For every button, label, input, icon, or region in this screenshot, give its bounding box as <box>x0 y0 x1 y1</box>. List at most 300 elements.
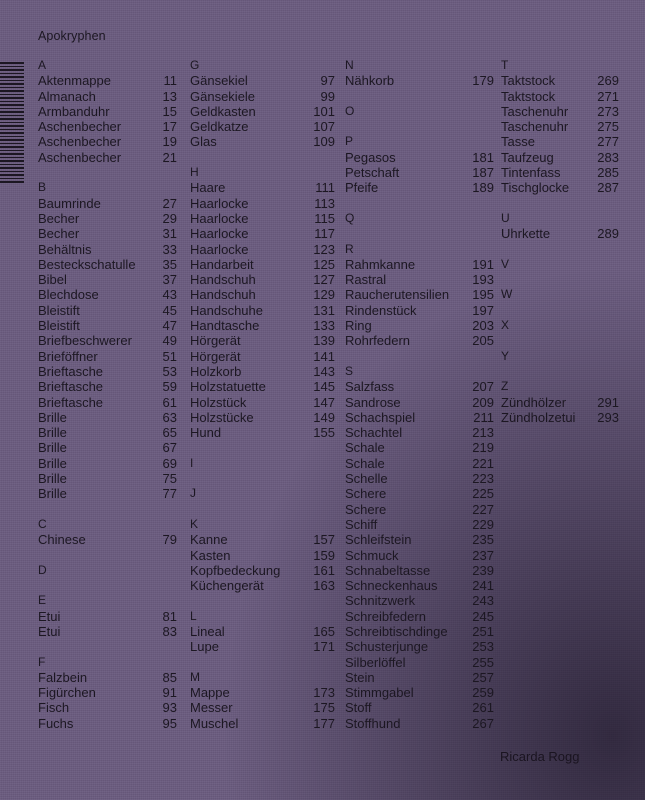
spacer-row <box>501 303 619 318</box>
index-entry <box>38 364 177 379</box>
index-entry <box>501 165 619 180</box>
entry-name: Almanach <box>38 88 96 104</box>
letter-heading-text: X <box>501 318 510 333</box>
index-entry <box>38 685 177 700</box>
spacer-row <box>345 226 494 241</box>
entry-name: Rindenstück <box>345 302 417 318</box>
entry-page-number: 107 <box>313 119 335 135</box>
entry-page-number: 273 <box>597 103 619 119</box>
index-entry <box>345 670 494 685</box>
entry-page-number: 97 <box>320 73 335 89</box>
entry-page-number: 191 <box>472 256 494 272</box>
entry-page-number: 145 <box>313 379 335 395</box>
spacer-row <box>501 196 619 211</box>
entry-page-number: 117 <box>314 226 335 242</box>
index-entry <box>38 196 177 211</box>
entry-name: Falzbein <box>38 669 88 685</box>
entry-name: Aktenmappe <box>38 73 111 89</box>
index-entry <box>190 272 335 287</box>
letter-heading <box>38 517 177 532</box>
index-entry <box>501 226 619 241</box>
entry-page-number: 213 <box>472 425 494 441</box>
entry-page-number: 175 <box>313 700 335 716</box>
letter-heading-text: C <box>38 516 47 531</box>
index-entry <box>345 410 494 425</box>
index-entry <box>345 257 494 272</box>
author-name: Ricarda Rogg <box>500 749 580 764</box>
entry-page-number: 123 <box>313 241 335 257</box>
letter-heading <box>38 58 177 73</box>
index-entry <box>345 395 494 410</box>
entry-name: Rahmkanne <box>345 256 416 272</box>
entry-name: Gänsekiele <box>190 88 256 104</box>
index-entry <box>38 486 177 501</box>
entry-name: Rastral <box>345 272 387 288</box>
index-entry <box>38 150 177 165</box>
entry-page-number: 19 <box>162 134 177 150</box>
entry-name: Schachtel <box>345 425 403 441</box>
letter-heading <box>190 486 335 501</box>
index-entry <box>38 456 177 471</box>
entry-page-number: 221 <box>472 455 494 471</box>
entry-name: Zündholzetui <box>501 409 576 425</box>
entry-name: Petschaft <box>345 165 400 181</box>
entry-name: Haarlocke <box>190 241 249 257</box>
entry-page-number: 29 <box>162 210 177 226</box>
entry-page-number: 209 <box>472 394 494 410</box>
entry-page-number: 43 <box>162 287 177 303</box>
entry-name: Brille <box>38 425 67 441</box>
spacer-row <box>190 502 335 517</box>
entry-page-number: 195 <box>472 287 494 303</box>
spacer-row <box>501 272 619 287</box>
letter-heading-text: B <box>38 180 47 195</box>
entry-page-number: 91 <box>162 685 177 701</box>
spacer-row <box>190 655 335 670</box>
entry-name: Schmuck <box>345 547 399 563</box>
entry-name: Stoff <box>345 700 372 716</box>
entry-page-number: 241 <box>472 578 494 594</box>
index-entry <box>345 425 494 440</box>
barcode-strip <box>0 62 24 184</box>
spacer-row <box>38 639 177 654</box>
index-entry <box>190 425 335 440</box>
entry-name: Bibel <box>38 272 67 288</box>
letter-heading-text: H <box>190 165 199 180</box>
entry-name: Salzfass <box>345 379 395 395</box>
entry-name: Zündhölzer <box>501 394 567 410</box>
entry-page-number: 269 <box>597 73 619 89</box>
entry-name: Aschenbecher <box>38 119 122 135</box>
index-entry <box>345 486 494 501</box>
entry-page-number: 31 <box>162 226 177 242</box>
letter-heading-text: Z <box>501 379 509 394</box>
index-entry <box>38 272 177 287</box>
index-entry <box>38 287 177 302</box>
entry-name: Geldkasten <box>190 103 256 119</box>
entry-name: Blechdose <box>38 287 99 303</box>
index-column-t-z <box>501 58 619 425</box>
index-entry <box>190 578 335 593</box>
index-entry <box>190 395 335 410</box>
entry-page-number: 223 <box>472 471 494 487</box>
entry-page-number: 133 <box>313 318 335 334</box>
entry-name: Stimmgabel <box>345 685 414 701</box>
entry-page-number: 161 <box>313 562 335 578</box>
index-entry <box>38 471 177 486</box>
entry-name: Schreibfedern <box>345 608 426 624</box>
index-entry <box>501 150 619 165</box>
entry-name: Brille <box>38 409 67 425</box>
index-entry <box>345 379 494 394</box>
index-column-a-f <box>38 58 177 731</box>
entry-page-number: 165 <box>313 623 335 639</box>
entry-page-number: 245 <box>472 608 494 624</box>
entry-name: Holzstücke <box>190 409 254 425</box>
entry-name: Muschel <box>190 715 239 731</box>
index-entry <box>190 180 335 195</box>
letter-heading <box>190 165 335 180</box>
index-entry <box>38 134 177 149</box>
entry-name: Schale <box>345 440 385 456</box>
entry-page-number: 287 <box>597 180 619 196</box>
entry-name: Handtasche <box>190 318 260 334</box>
index-column-n-s <box>345 58 494 731</box>
entry-name: Brille <box>38 440 67 456</box>
entry-page-number: 197 <box>472 302 494 318</box>
index-entry <box>38 670 177 685</box>
index-entry <box>38 379 177 394</box>
entry-name: Brille <box>38 471 67 487</box>
spacer-row <box>38 165 177 180</box>
entry-page-number: 267 <box>472 715 494 731</box>
index-entry <box>345 180 494 195</box>
index-entry <box>345 532 494 547</box>
spacer-row <box>501 333 619 348</box>
entry-page-number: 229 <box>472 516 494 532</box>
index-entry <box>38 211 177 226</box>
index-entry <box>345 578 494 593</box>
entry-name: Brille <box>38 455 67 471</box>
entry-name: Besteckschatulle <box>38 256 136 272</box>
letter-heading <box>345 211 494 226</box>
index-entry <box>190 242 335 257</box>
entry-name: Nähkorb <box>345 73 395 89</box>
entry-page-number: 21 <box>162 149 177 165</box>
letter-heading-text: O <box>345 103 355 118</box>
entry-page-number: 93 <box>162 700 177 716</box>
entry-page-number: 155 <box>313 425 335 441</box>
letter-heading-text: I <box>190 455 194 470</box>
spacer-row <box>190 150 335 165</box>
letter-heading <box>345 364 494 379</box>
entry-page-number: 291 <box>597 394 619 410</box>
index-entry <box>345 456 494 471</box>
entry-name: Geldkatze <box>190 119 249 135</box>
entry-name: Haarlocke <box>190 195 249 211</box>
index-entry <box>190 303 335 318</box>
entry-name: Schiff <box>345 516 378 532</box>
entry-name: Gänsekiel <box>190 73 248 89</box>
entry-name: Hörgerät <box>190 348 241 364</box>
entry-name: Rohrfedern <box>345 333 411 349</box>
index-entry <box>38 532 177 547</box>
entry-name: Brieföffner <box>38 348 98 364</box>
letter-heading <box>38 655 177 670</box>
index-entry <box>190 89 335 104</box>
letter-heading-text: V <box>501 256 510 271</box>
entry-page-number: 177 <box>313 715 335 731</box>
entry-name: Taufzeug <box>501 149 554 165</box>
index-entry <box>501 180 619 195</box>
entry-name: Schachspiel <box>345 409 416 425</box>
index-entry <box>38 73 177 88</box>
entry-name: Hörgerät <box>190 333 241 349</box>
index-entry <box>190 211 335 226</box>
entry-page-number: 129 <box>313 287 335 303</box>
index-entry <box>190 349 335 364</box>
entry-name: Stoffhund <box>345 715 401 731</box>
entry-page-number: 271 <box>597 88 619 104</box>
index-entry <box>345 593 494 608</box>
entry-name: Taktstock <box>501 73 556 89</box>
entry-name: Aschenbecher <box>38 149 122 165</box>
entry-name: Handschuhe <box>190 302 263 318</box>
letter-heading <box>501 318 619 333</box>
index-entry <box>38 119 177 134</box>
entry-name: Raucherutensilien <box>345 287 450 303</box>
index-entry <box>345 548 494 563</box>
entry-page-number: 59 <box>162 379 177 395</box>
entry-name: Schnitzwerk <box>345 593 416 609</box>
entry-page-number: 259 <box>472 685 494 701</box>
entry-name: Holzstatuette <box>190 379 266 395</box>
entry-name: Holzkorb <box>190 363 242 379</box>
entry-name: Fisch <box>38 700 70 716</box>
entry-page-number: 159 <box>313 547 335 563</box>
index-entry <box>190 119 335 134</box>
index-entry <box>345 716 494 731</box>
entry-page-number: 67 <box>162 440 177 456</box>
index-entry <box>38 425 177 440</box>
entry-page-number: 125 <box>313 256 335 272</box>
index-entry <box>345 303 494 318</box>
letter-heading <box>501 211 619 226</box>
entry-name: Taschenuhr <box>501 119 569 135</box>
entry-page-number: 179 <box>472 73 494 89</box>
entry-page-number: 225 <box>472 486 494 502</box>
letter-heading-text: G <box>190 58 200 72</box>
entry-name: Schnabeltasse <box>345 562 431 578</box>
letter-heading <box>190 58 335 73</box>
entry-page-number: 113 <box>314 195 335 211</box>
entry-page-number: 203 <box>472 318 494 334</box>
spacer-row <box>190 593 335 608</box>
entry-page-number: 173 <box>313 685 335 701</box>
letter-heading-text: U <box>501 210 510 225</box>
entry-name: Handarbeit <box>190 256 254 272</box>
entry-name: Brille <box>38 486 67 502</box>
entry-name: Schere <box>345 501 387 517</box>
index-entry <box>345 333 494 348</box>
index-entry <box>501 119 619 134</box>
entry-page-number: 289 <box>597 226 619 242</box>
entry-name: Tintenfass <box>501 165 561 181</box>
index-entry <box>190 364 335 379</box>
spacer-row <box>345 196 494 211</box>
index-entry <box>345 73 494 88</box>
book-title: Apokryphen <box>38 29 106 43</box>
index-entry <box>501 104 619 119</box>
entry-page-number: 127 <box>313 272 335 288</box>
entry-page-number: 139 <box>313 333 335 349</box>
index-entry <box>345 655 494 670</box>
entry-name: Armbanduhr <box>38 103 110 119</box>
index-entry <box>345 685 494 700</box>
letter-heading <box>38 180 177 195</box>
entry-page-number: 63 <box>162 409 177 425</box>
entry-name: Haarlocke <box>190 226 249 242</box>
entry-page-number: 35 <box>162 256 177 272</box>
index-entry <box>38 333 177 348</box>
entry-page-number: 69 <box>162 455 177 471</box>
entry-name: Haare <box>190 180 226 196</box>
entry-page-number: 33 <box>162 241 177 257</box>
letter-heading-text: K <box>190 516 199 531</box>
entry-page-number: 275 <box>597 119 619 135</box>
entry-page-number: 15 <box>162 103 177 119</box>
letter-heading <box>190 670 335 685</box>
index-entry <box>345 272 494 287</box>
entry-name: Etui <box>38 623 61 639</box>
entry-page-number: 147 <box>313 394 335 410</box>
entry-name: Becher <box>38 210 80 226</box>
entry-name: Holzstück <box>190 394 247 410</box>
index-entry <box>190 318 335 333</box>
entry-page-number: 17 <box>162 119 177 135</box>
entry-name: Schusterjunge <box>345 639 429 655</box>
index-entry <box>38 395 177 410</box>
entry-page-number: 77 <box>162 486 177 502</box>
index-entry <box>345 563 494 578</box>
letter-heading-text: N <box>345 58 354 72</box>
spacer-row <box>501 364 619 379</box>
entry-name: Briefbeschwerer <box>38 333 132 349</box>
entry-page-number: 257 <box>472 669 494 685</box>
spacer-row <box>345 119 494 134</box>
spacer-row <box>190 471 335 486</box>
index-entry <box>190 196 335 211</box>
spacer-row <box>345 89 494 104</box>
entry-name: Uhrkette <box>501 226 551 242</box>
letter-heading <box>190 456 335 471</box>
index-entry <box>190 716 335 731</box>
index-entry <box>345 609 494 624</box>
letter-heading-text: Q <box>345 210 355 225</box>
entry-page-number: 227 <box>472 501 494 517</box>
letter-heading <box>345 58 494 73</box>
index-entry <box>501 73 619 88</box>
entry-page-number: 285 <box>597 165 619 181</box>
index-entry <box>38 318 177 333</box>
entry-page-number: 85 <box>162 669 177 685</box>
index-entry <box>38 104 177 119</box>
index-entry <box>190 73 335 88</box>
entry-page-number: 189 <box>472 180 494 196</box>
entry-page-number: 205 <box>472 333 494 349</box>
spacer-row <box>345 349 494 364</box>
spacer-row <box>190 440 335 455</box>
entry-name: Tasse <box>501 134 535 150</box>
entry-page-number: 187 <box>472 165 494 181</box>
entry-name: Pfeife <box>345 180 379 196</box>
letter-heading-text: T <box>501 58 509 72</box>
entry-page-number: 83 <box>162 623 177 639</box>
letter-heading <box>501 379 619 394</box>
index-entry <box>190 287 335 302</box>
entry-name: Schale <box>345 455 385 471</box>
index-entry <box>38 349 177 364</box>
entry-name: Taschenuhr <box>501 103 569 119</box>
entry-name: Bleistift <box>38 302 80 318</box>
index-entry <box>38 700 177 715</box>
index-entry <box>345 502 494 517</box>
entry-name: Lupe <box>190 639 219 655</box>
entry-name: Baumrinde <box>38 195 101 211</box>
entry-name: Mappe <box>190 685 230 701</box>
index-entry <box>38 410 177 425</box>
index-entry <box>501 89 619 104</box>
entry-page-number: 141 <box>313 348 335 364</box>
index-entry <box>190 639 335 654</box>
letter-heading-text: Y <box>501 348 510 363</box>
letter-heading-text: F <box>38 654 46 669</box>
entry-page-number: 27 <box>162 195 177 211</box>
index-entry <box>190 700 335 715</box>
entry-page-number: 219 <box>472 440 494 456</box>
index-entry <box>190 548 335 563</box>
entry-name: Kasten <box>190 547 231 563</box>
entry-name: Chinese <box>38 532 86 548</box>
index-entry <box>501 395 619 410</box>
letter-heading <box>501 257 619 272</box>
index-entry <box>190 624 335 639</box>
index-entry <box>501 410 619 425</box>
entry-name: Becher <box>38 226 80 242</box>
spacer-row <box>38 548 177 563</box>
entry-name: Glas <box>190 134 217 150</box>
letter-heading <box>501 58 619 73</box>
entry-name: Sandrose <box>345 394 401 410</box>
index-entry <box>345 150 494 165</box>
entry-page-number: 253 <box>472 639 494 655</box>
entry-name: Ring <box>345 318 372 334</box>
entry-page-number: 75 <box>162 471 177 487</box>
index-entry <box>38 89 177 104</box>
index-entry <box>38 257 177 272</box>
entry-page-number: 115 <box>314 210 335 226</box>
index-entry <box>38 609 177 624</box>
letter-heading-text: W <box>501 287 513 302</box>
entry-page-number: 13 <box>162 88 177 104</box>
entry-name: Schreibtischdinge <box>345 623 448 639</box>
entry-page-number: 181 <box>472 149 494 165</box>
entry-page-number: 111 <box>315 180 335 196</box>
entry-page-number: 61 <box>162 394 177 410</box>
letter-heading <box>190 609 335 624</box>
entry-page-number: 149 <box>313 409 335 425</box>
entry-name: Schelle <box>345 471 388 487</box>
